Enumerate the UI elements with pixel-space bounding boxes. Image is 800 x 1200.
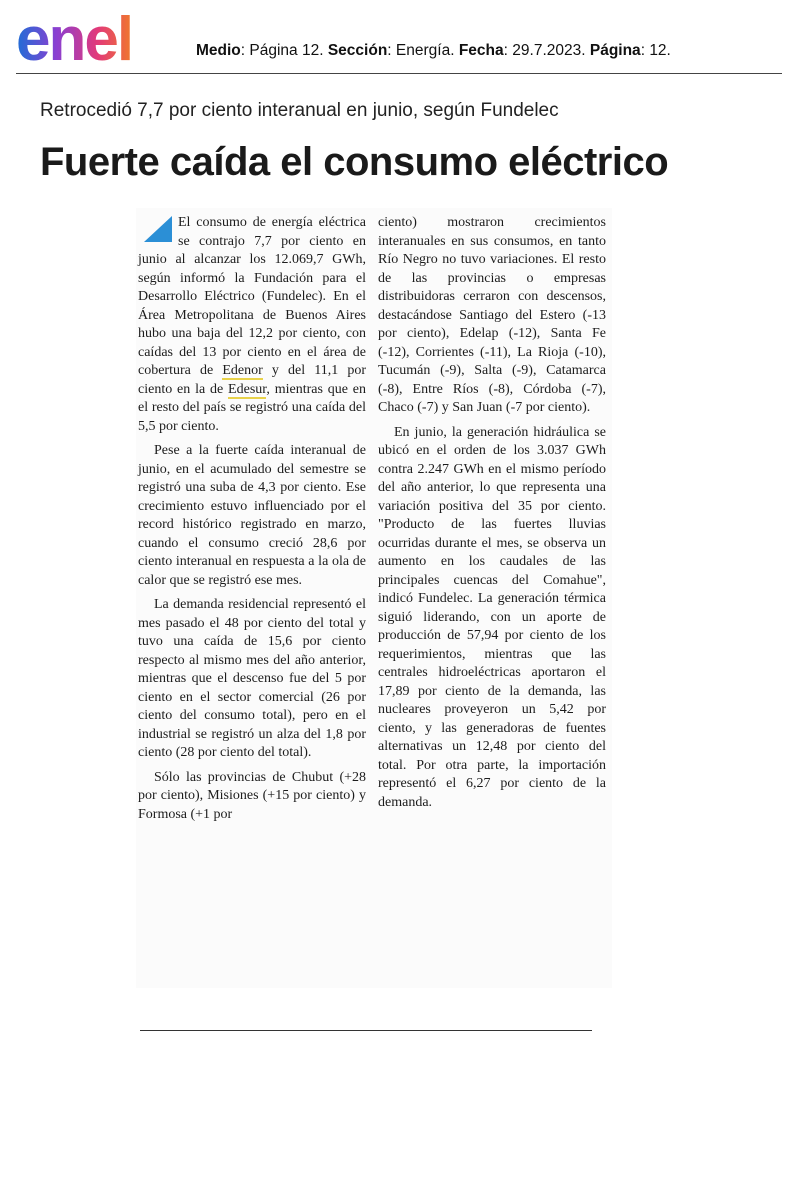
article-kicker: Retrocedió 7,7 por ciento interanual en junio, según Fundelec — [40, 100, 559, 121]
article-headline: Fuerte caída el consumo eléctrico — [40, 140, 669, 184]
publication-meta: Medio: Página 12. Sección: Energía. Fecha: 29.7.2023. Página: 12. — [196, 42, 671, 59]
pagina-label: Página — [589, 42, 641, 59]
medio-value: Página 12. — [249, 42, 324, 59]
paragraph-1-text-b: y del 11,1 por ciento en la de — [138, 363, 367, 397]
fecha-value: 29.7.2023. — [512, 42, 586, 59]
seccion-label: Sección — [327, 42, 388, 59]
article-column-left — [138, 214, 366, 830]
paragraph-2: Pese a la fuerte caída interanual de junio, en el acumulado del semestre se registró una suba de 4,3 por ciento. Ese crecimiento estuvo influenciado por el record histórico registrado en marzo, cuando el consumo creció 28,6 por ciento interanual en respuesta a la ola de calor que se registró ese mes. — [138, 443, 366, 588]
paragraph-6: En junio, la generación hidráulica se ubicó en el orden de los 3.037 GWh contra 2.247 GWh en el mismo período del año anterior, lo que representa una variación positiva del 35 por ciento. "Producto de las fuertes lluvias ocurridas durante el mes, se observa un aumento en los caudales de las principales cuencas del Comahue", indicó Fundelec. La generación térmica siguió liderando, con un aporte de producción de 57,94 por ciento de los requerimientos, mientras que las centrales hidroeléctricas aportaron el 17,89 por ciento de la demanda, las nucleares proveyeron un 5,42 por ciento, y las generadoras de fuentes alternativas un 12,48 por ciento del total. Por otra parte, la importación representó el 6,27 por ciento de la demanda. — [378, 424, 606, 810]
medio-label: Medio — [196, 42, 241, 59]
paragraph-4: Sólo las provincias de Chubut (+28 por ciento), Misiones (+15 por ciento) y Formosa (+1 por — [138, 769, 366, 822]
paragraph-1-text-c: , mientras que en el resto del país se registró una caída del 5,5 por ciento. — [138, 381, 366, 434]
edesur-link: Edesur — [228, 381, 267, 397]
paragraph-1 — [138, 214, 366, 436]
header-divider — [16, 73, 782, 74]
seccion-value: Energía. — [395, 42, 455, 59]
paragraph-5: ciento) mostraron crecimientos interanuales en sus consumos, en tanto Río Negro no tuvo variaciones. El resto de las provincias o empresas distribuidoras cerraron con descensos, destacándose Santiago del Estero (-13 por ciento), Edelap (-12), Santa Fe (-12), Corrientes (-11), La Rioja (-10), Tucumán (-9), Salta (-9), Catamarca (-8), Entre Ríos (-8), Córdoba (-7), Chaco (-7) y San Juan (-7 por ciento). — [378, 215, 606, 415]
enel-logo — [16, 4, 180, 68]
logo-text: enel — [16, 5, 133, 68]
article-column-right — [378, 214, 606, 818]
pagina-value: 12. — [649, 42, 671, 59]
fecha-label: Fecha — [458, 42, 504, 59]
triangle-mark-icon — [144, 216, 172, 242]
paragraph-1-text-a: El consumo de energía eléctrica se contrajo 7,7 por ciento en junio al alcanzar los 12.069,7 GWh, según informó la Fundación para el Desarrollo Eléctrico (Fundelec). En el Área Metropolitana de Buenos Aires hubo una baja del 12,2 por ciento, con caídas del 13 por ciento en el área de cobertura de — [138, 215, 366, 378]
paragraph-3: La demanda residencial representó el mes pasado el 48 por ciento del total y tuvo una caída de 15,6 por ciento respecto al mismo mes del año anterior, mientras que el descenso fue del 5 por ciento en el sector comercial (26 por ciento del consumo total), pero en el industrial se registró un alza del 1,8 por ciento (28 por ciento del total). — [138, 597, 366, 760]
bottom-divider — [140, 1030, 592, 1031]
page-header — [0, 0, 800, 76]
article-clipping — [136, 208, 612, 988]
edenor-link: Edenor — [222, 363, 263, 378]
